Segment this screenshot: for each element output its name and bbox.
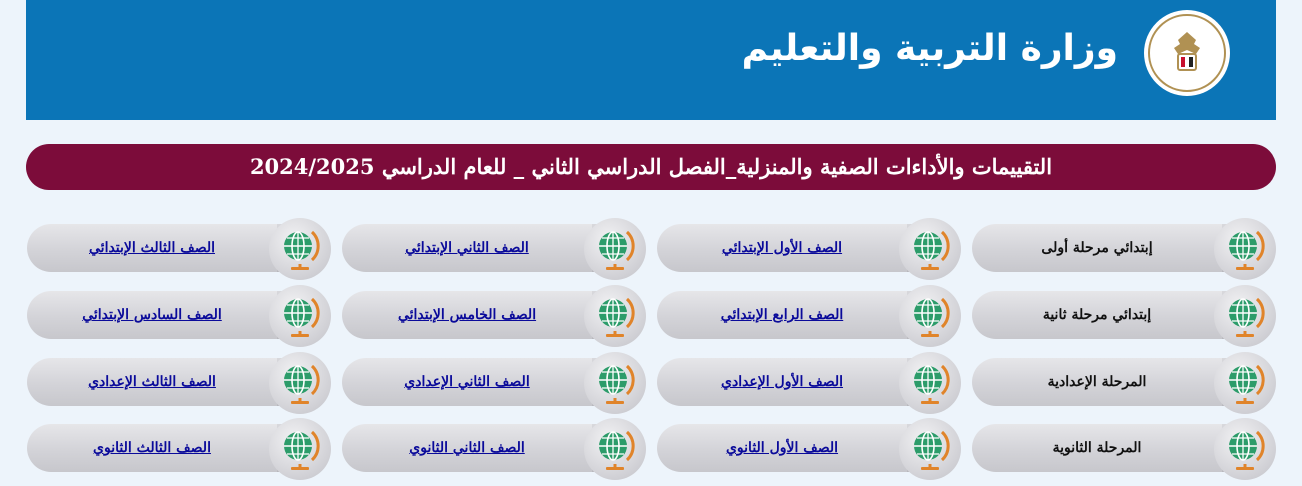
- tile-pill: [972, 224, 1224, 272]
- tile-pill: [27, 291, 279, 339]
- grade-link[interactable]: الصف الثاني الإبتدائي: [405, 240, 529, 256]
- globe-icon: [584, 218, 646, 280]
- grade-tile[interactable]: [342, 218, 646, 274]
- grade-link[interactable]: الصف الخامس الإبتدائي: [397, 307, 537, 323]
- globe-icon: [1214, 285, 1276, 347]
- tile-pill: [342, 224, 594, 272]
- globe-icon: [584, 352, 646, 414]
- grade-tile[interactable]: [27, 218, 331, 274]
- tile-pill: [342, 424, 594, 472]
- globe-icon: [1214, 418, 1276, 480]
- grade-tile[interactable]: [27, 352, 331, 408]
- ministry-name: وزارة التربية والتعليم: [741, 28, 1118, 69]
- grade-tile[interactable]: [342, 418, 646, 474]
- tile-pill: [657, 424, 909, 472]
- ministry-seal-icon: [1144, 10, 1230, 96]
- tile-pill: [27, 224, 279, 272]
- globe-icon: [899, 285, 961, 347]
- grade-link[interactable]: الصف الثالث الإعدادي: [88, 374, 216, 390]
- grade-tile[interactable]: [657, 285, 961, 341]
- stage-tile: [972, 418, 1276, 474]
- grade-tile[interactable]: [657, 218, 961, 274]
- grade-tile[interactable]: [657, 352, 961, 408]
- grade-tile[interactable]: [342, 352, 646, 408]
- grade-link[interactable]: الصف الثاني الإعدادي: [404, 374, 530, 390]
- globe-icon: [269, 352, 331, 414]
- tile-pill: [27, 358, 279, 406]
- stage-tile: [972, 218, 1276, 274]
- stage-label: إبتدائي مرحلة ثانية: [1042, 307, 1152, 323]
- stage-tile: [972, 285, 1276, 341]
- grade-link[interactable]: الصف الأول الإبتدائي: [721, 240, 843, 256]
- page-title-banner: التقييمات والأداءات الصفية والمنزلية_الفصل الدراسي الثاني _ للعام الدراسي 2024/2025: [26, 144, 1276, 190]
- tile-pill: [972, 424, 1224, 472]
- stage-label: المرحلة الثانوية: [1052, 440, 1142, 456]
- stage-label: المرحلة الإعدادية: [1047, 374, 1147, 390]
- tile-pill: [342, 358, 594, 406]
- tile-pill: [972, 291, 1224, 339]
- globe-icon: [269, 218, 331, 280]
- tile-pill: [657, 224, 909, 272]
- globe-icon: [584, 285, 646, 347]
- grade-link[interactable]: الصف السادس الإبتدائي: [82, 307, 222, 323]
- globe-icon: [269, 418, 331, 480]
- globe-icon: [1214, 218, 1276, 280]
- globe-icon: [269, 285, 331, 347]
- tile-pill: [657, 291, 909, 339]
- grade-link[interactable]: الصف الأول الثانوي: [725, 440, 839, 456]
- grade-link[interactable]: الصف الثالث الإبتدائي: [89, 240, 215, 256]
- grade-tile[interactable]: [342, 285, 646, 341]
- globe-icon: [584, 418, 646, 480]
- globe-icon: [899, 418, 961, 480]
- stage-label: إبتدائي مرحلة أولى: [1041, 240, 1153, 256]
- header: [26, 0, 1276, 120]
- grade-link[interactable]: الصف الثالث الثانوي: [93, 440, 211, 456]
- tile-pill: [27, 424, 279, 472]
- grade-tile[interactable]: [27, 285, 331, 341]
- tile-pill: [972, 358, 1224, 406]
- grade-tile[interactable]: [657, 418, 961, 474]
- tile-pill: [657, 358, 909, 406]
- grade-tile[interactable]: [27, 418, 331, 474]
- grade-link[interactable]: الصف الرابع الإبتدائي: [720, 307, 844, 323]
- globe-icon: [1214, 352, 1276, 414]
- tile-pill: [342, 291, 594, 339]
- grade-link[interactable]: الصف الثاني الثانوي: [409, 440, 525, 456]
- globe-icon: [899, 352, 961, 414]
- stage-tile: [972, 352, 1276, 408]
- grade-link[interactable]: الصف الأول الإعدادي: [721, 374, 844, 390]
- globe-icon: [899, 218, 961, 280]
